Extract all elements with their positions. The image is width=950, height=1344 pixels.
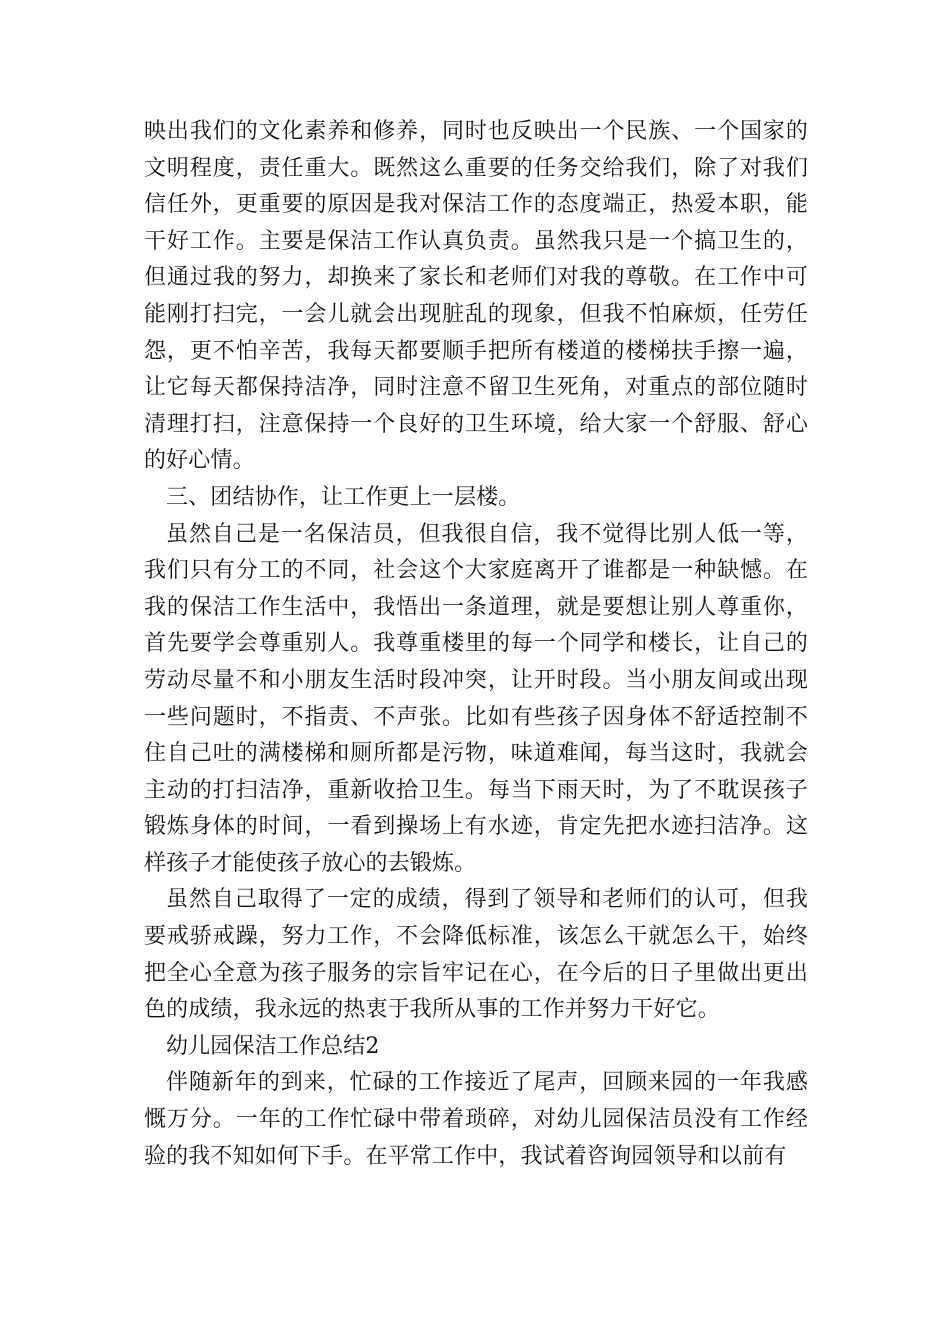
paragraph-continuation: 映出我们的文化素养和修养，同时也反映出一个民族、一个国家的文明程度，责任重大。既然这么重要的任务交给我们，除了对我们信任外，更重要的原因是我对保洁工作的态度端正，热爱本职，能干好工作。主要是保洁工作认真负责。虽然我只是一个搞卫生的，但通过我的努力，却换来了家长和老师们对我的尊敬。在工作中可能刚打扫完，一会儿就会出现脏乱的现象，但我不怕麻烦，任劳任怨，更不怕辛苦，我每天都要顺手把所有楼道的楼梯扶手擦一遍，让它每天都保持洁净，同时注意不留卫生死角，对重点的部位随时清理打扫，注意保持一个良好的卫生环境，给大家一个舒服、舒心的好心情。 [144,119,808,474]
document-body [144,114,808,1175]
section-heading-summary-2: 幼儿园保洁工作总结2 [166,1033,380,1059]
section-heading-three: 三、团结协作，让工作更上一层楼。 [166,484,521,510]
paragraph-teamwork: 虽然自己是一名保洁员，但我很自信，我不觉得比别人低一等，我们只有分工的不同，社会这个大家庭离开了谁都是一种缺憾。在我的保洁工作生活中，我悟出一条道理，就是要想让别人尊重你，首先要学会尊重别人。我尊重楼里的每一个同学和楼长，让自己的劳动尽量不和小朋友生活时段冲突，让开时段。当小朋友间或出现一些问题时，不指责、不声张。比如有些孩子因身体不舒适控制不住自己吐的满楼梯和厕所都是污物，味道难闻，每当这时，我就会主动的打扫洁净，重新收拾卫生。每当下雨天时，为了不耽误孩子锻炼身体的时间，一看到操场上有水迹，肯定先把水迹扫洁净。这样孩子才能使孩子放心的去锻炼。 [144,521,808,876]
paragraph-new-year: 伴随新年的到来，忙碌的工作接近了尾声，回顾来园的一年我感慨万分。一年的工作忙碌中带着琐碎，对幼儿园保洁员没有工作经验的我不知如何下手。在平常工作中，我试着咨询园领导和以前有 [144,1070,808,1169]
paragraph-achievements: 虽然自己取得了一定的成绩，得到了领导和老师们的认可，但我要戒骄戒躁，努力工作，不会降低标准，该怎么干就怎么干，始终把全心全意为孩子服务的宗旨牢记在心，在今后的日子里做出更出色的成绩，我永远的热衷于我所从事的工作并努力干好它。 [144,887,808,1023]
